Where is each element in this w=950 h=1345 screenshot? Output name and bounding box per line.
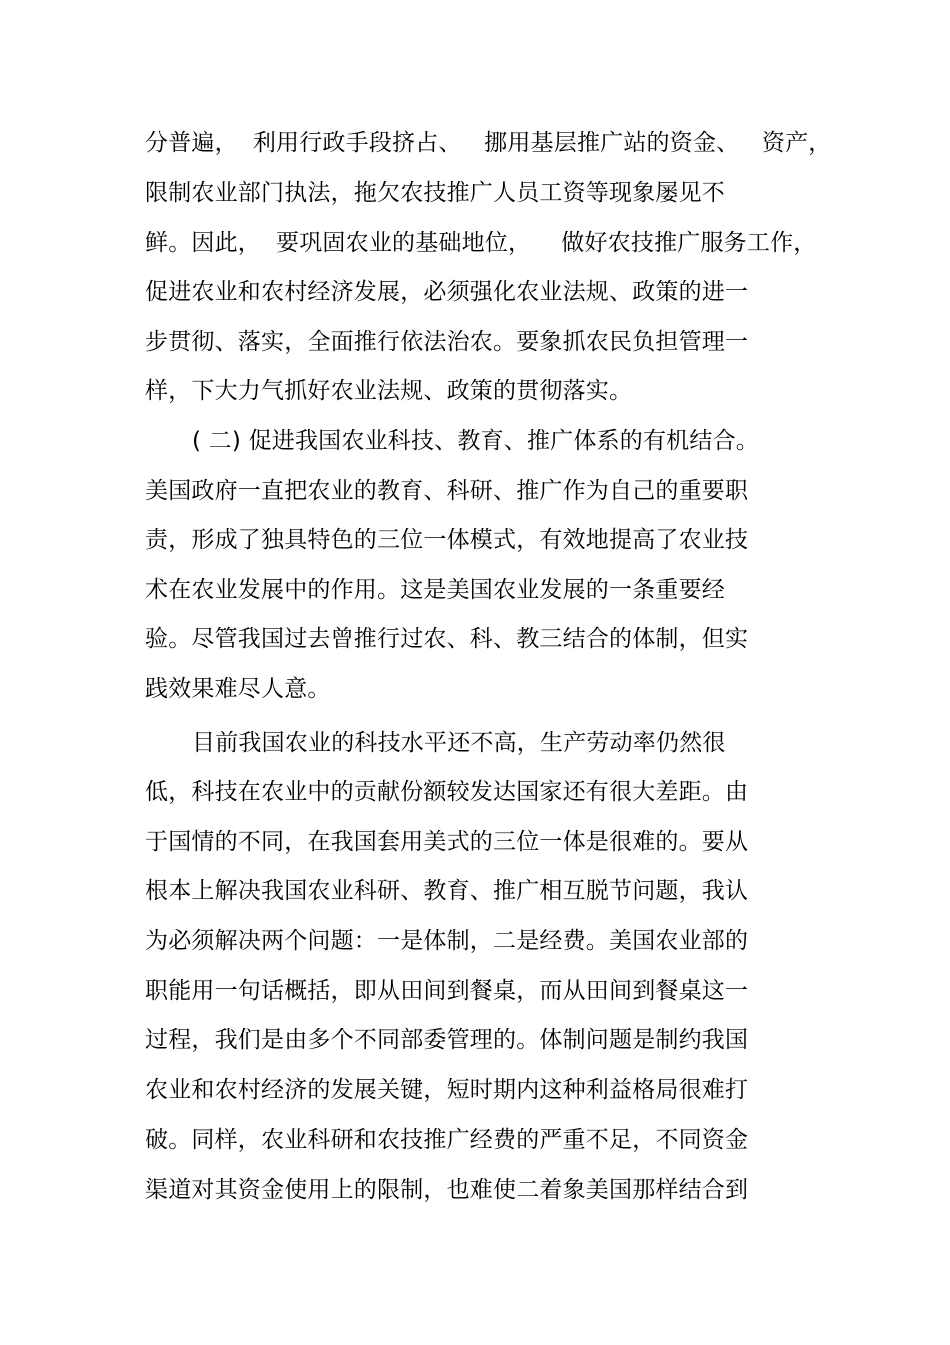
text-line-8: 美国政府一直把农业的教育、科研、推广作为自己的重要职 (145, 478, 749, 504)
text-line-9: 责，形成了独具特色的三位一体模式，有效地提高了农业技 (145, 527, 749, 553)
paragraph-start: 目前我国农业的科技水平还不高，生产劳动率仍然很 (192, 730, 726, 756)
text-line-10: 术在农业发展中的作用。这是美国农业发展的一条重要经 (145, 577, 725, 603)
text-line-19: 过程，我们是由多个不同部委管理的。体制问题是制约我国 (145, 1027, 749, 1053)
text-line-1: 分普遍， 利用行政手段挤占、 挪用基层推广站的资金、 资产， (145, 130, 832, 156)
text-line-17: 为必须解决两个问题：一是体制，二是经费。美国农业部的 (145, 928, 749, 954)
text-line-18: 职能用一句话概括，即从田间到餐桌，而从田间到餐桌这一 (145, 978, 749, 1004)
text-line-5: 步贯彻、落实，全面推行依法治农。要象抓农民负担管理一 (145, 329, 749, 355)
text-line-14: 低，科技在农业中的贡献份额较发达国家还有很大差距。由 (145, 779, 749, 805)
text-line-6: 样，下大力气抓好农业法规、政策的贯彻落实。 (145, 378, 633, 404)
text-line-21: 破。同样，农业科研和农技推广经费的严重不足，不同资金 (145, 1127, 749, 1153)
text-line-16: 根本上解决我国农业科研、教育、推广相互脱节问题，我认 (145, 878, 749, 904)
text-line-20: 农业和农村经济的发展关键，短时期内这种利益格局很难打 (145, 1077, 749, 1103)
text-line-3: 鲜。因此， 要巩固农业的基础地位， 做好农技推广服务工作， (145, 230, 817, 256)
text-line-11: 验。尽管我国过去曾推行过农、科、教三结合的体制，但实 (145, 626, 749, 652)
section-heading: ( 二) 促进我国农业科技、教育、推广体系的有机结合。 (192, 428, 759, 454)
text-line-2: 限制农业部门执法，拖欠农技推广人员工资等现象屡见不 (145, 180, 725, 206)
text-line-22: 渠道对其资金使用上的限制，也难使二着象美国那样结合到 (145, 1177, 749, 1203)
text-line-4: 促进农业和农村经济发展，必须强化农业法规、政策的进一 (145, 279, 749, 305)
text-line-12: 践效果难尽人意。 (145, 676, 331, 702)
text-line-15: 于国情的不同，在我国套用美式的三位一体是很难的。要从 (145, 829, 749, 855)
